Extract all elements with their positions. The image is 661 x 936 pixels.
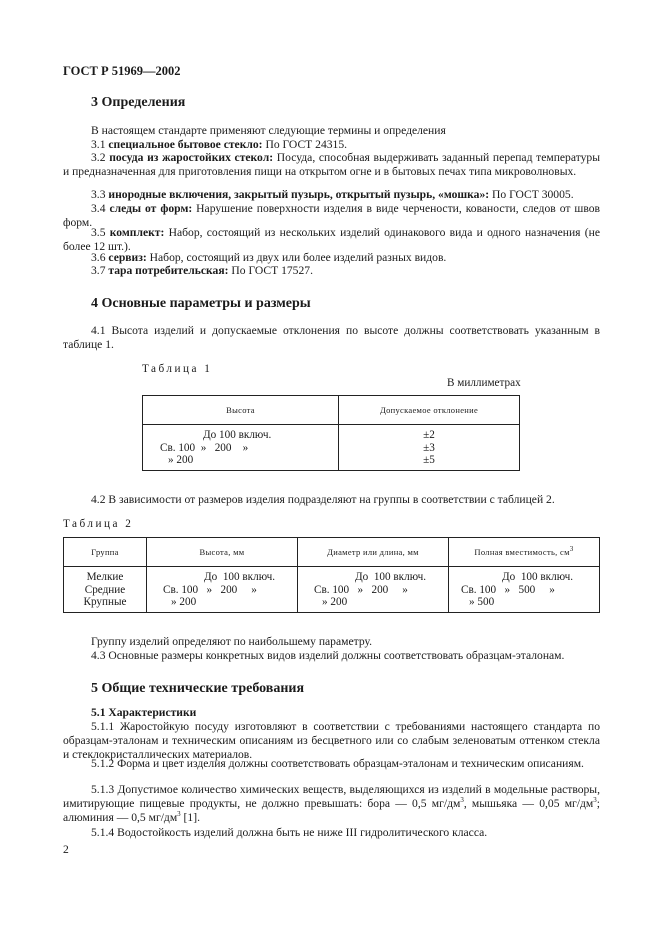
definition-number: 3.5 xyxy=(91,226,106,239)
table-1-header-height: Высота xyxy=(143,396,339,425)
table-cell: ±2 xyxy=(423,429,435,441)
paragraph-5-1-3 xyxy=(63,783,600,825)
header-text: Полная вместимость, см xyxy=(474,547,570,557)
table-cell: Св. 100 » 500 » xyxy=(461,583,555,596)
table-2-header-diameter xyxy=(298,538,449,567)
table-2 xyxy=(63,537,600,613)
table-cell: Св. 100 » 200 » xyxy=(163,583,257,596)
paragraph-group-rule: Группу изделий определяют по наибольшему параметру. xyxy=(91,635,372,648)
definition-3-5 xyxy=(63,226,600,254)
table-cell: Св. 100 » 200 » xyxy=(160,441,249,454)
definition-term: посуда из жаростойких стекол: xyxy=(109,151,274,164)
table-2-caption: Таблица 2 xyxy=(63,518,134,530)
table-1-tolerance-cell xyxy=(339,425,520,471)
table-cell: До 100 включ. xyxy=(203,429,272,441)
definition-text: Набор, состоящий из двух или более изделий разных видов. xyxy=(146,251,447,264)
table-1-unit: В миллиметрах xyxy=(447,377,521,389)
superscript: 3 xyxy=(593,796,597,805)
definition-term: сервиз: xyxy=(108,251,147,264)
table-cell: » 200 xyxy=(168,454,194,466)
table-cell: » 500 xyxy=(469,596,495,608)
table-2-header-group: Группа xyxy=(64,538,147,567)
definition-text: Нарушение поверхности изделия в виде черчености, кованости, следов от швов форм. xyxy=(63,202,600,229)
definition-text: Набор, состоящий из нескольких изделий одинакового вида и одного назначения (не более 12 шт.). xyxy=(63,226,600,253)
text-part: , мышьяка — 0,05 мг/дм xyxy=(463,797,594,810)
definition-term: инородные включения, закрытый пузырь, открытый пузырь, «мошка»: xyxy=(108,188,490,201)
table-1-heights-cell xyxy=(143,425,339,471)
table-cell: Средние xyxy=(84,583,126,596)
table-cell: Мелкие xyxy=(86,571,124,583)
text-part: 5.1.3 Допустимое количество химических веществ, выделяющихся из изделий в модельные растворы, имитирующие пищевые продукты, не должно превышать: бора — 0,5 мг/дм xyxy=(63,783,600,810)
table-cell: ±3 xyxy=(423,441,435,454)
definition-number: 3.3 xyxy=(91,188,106,201)
text-part: ; алюминия — 0,5 мг/дм xyxy=(63,797,600,824)
section-3-intro: В настоящем стандарте применяют следующие термины и определения xyxy=(91,124,446,137)
table-cell: Св. 100 » 200 » xyxy=(314,583,408,596)
table-cell: Крупные xyxy=(83,596,127,608)
table-cell: » 200 xyxy=(322,596,348,608)
paragraph-5-1-2: 5.1.2 Форма и цвет изделия должны соответствовать образцам-эталонам и техническим описаниям. xyxy=(91,757,584,770)
table-1-caption: Таблица 1 xyxy=(142,363,213,375)
definition-3-7 xyxy=(63,264,600,278)
table-2-groups-cell xyxy=(64,567,147,613)
definition-term: следы от форм: xyxy=(109,202,193,215)
definition-3-2 xyxy=(63,151,600,179)
table-2-header-volume xyxy=(449,538,600,567)
section-5-title: 5 Общие технические требования xyxy=(91,681,305,696)
header-text: Диаметр или длина, мм xyxy=(327,547,419,557)
superscript: 3 xyxy=(177,810,181,819)
paragraph-5-1-4: 5.1.4 Водостойкость изделий должна быть не ниже III гидролитического класса. xyxy=(91,826,488,839)
table-1-header-tolerance: Допускаемое отклонение xyxy=(339,396,520,425)
definition-3-6 xyxy=(63,251,600,265)
page-number: 2 xyxy=(63,843,69,856)
document-code: ГОСТ Р 51969—2002 xyxy=(63,64,181,78)
paragraph-4-1: 4.1 Высота изделий и допускаемые отклонения по высоте должны соответствовать указанным в таблице 1. xyxy=(63,324,600,351)
table-2-diameter-cell xyxy=(298,567,449,613)
subsection-5-1-title: 5.1 Характеристики xyxy=(91,706,197,719)
table-2-volume-cell xyxy=(449,567,600,613)
definition-text: По ГОСТ 24315. xyxy=(262,138,348,151)
definition-3-3 xyxy=(63,188,600,202)
definition-number: 3.6 xyxy=(91,251,106,264)
table-cell: ±5 xyxy=(423,454,435,466)
definition-text: Посуда, способная выдерживать заданный перепад температуры и предназначенная для приготовления пищи на открытом огне и в бытовых печах типа микроволновых. xyxy=(63,151,600,178)
definition-text: По ГОСТ 17527. xyxy=(228,264,313,277)
section-3-title: 3 Определения xyxy=(91,95,186,110)
table-1 xyxy=(142,395,520,471)
paragraph-4-2: 4.2 В зависимости от размеров изделия подразделяют на группы в соответствии с таблицей 2. xyxy=(91,493,555,506)
table-cell: До 100 включ. xyxy=(502,571,574,583)
superscript: 3 xyxy=(460,796,464,805)
definition-term: тара потребительская: xyxy=(108,264,229,277)
table-cell: » 200 xyxy=(171,596,197,608)
paragraph-4-3: 4.3 Основные размеры конкретных видов изделий должны соответствовать образцам-эталонам. xyxy=(91,649,565,662)
definition-term: комплект: xyxy=(109,226,165,239)
definition-number: 3.2 xyxy=(91,151,106,164)
table-2-header-height: Высота, мм xyxy=(147,538,298,567)
table-2-height-cell xyxy=(147,567,298,613)
table-cell: До 100 включ. xyxy=(204,571,276,583)
table-cell: До 100 включ. xyxy=(355,571,427,583)
definition-text: По ГОСТ 30005. xyxy=(489,188,574,201)
definition-term: специальное бытовое стекло: xyxy=(108,138,263,151)
definition-number: 3.7 xyxy=(91,264,106,277)
definition-3-1 xyxy=(63,138,600,152)
definition-number: 3.1 xyxy=(91,138,106,151)
superscript: 3 xyxy=(569,545,574,554)
definition-number: 3.4 xyxy=(91,202,106,215)
paragraph-5-1-1: 5.1.1 Жаростойкую посуду изготовляют в соответствии с требованиями настоящего стандарта по образцам-эталонам и техническим описаниям из бесцветного или со слабым зеленоватым оттенком стекла и стеклокристаллических материалов. xyxy=(63,720,600,761)
section-4-title: 4 Основные параметры и размеры xyxy=(91,296,311,311)
text-part: [1]. xyxy=(180,811,200,824)
